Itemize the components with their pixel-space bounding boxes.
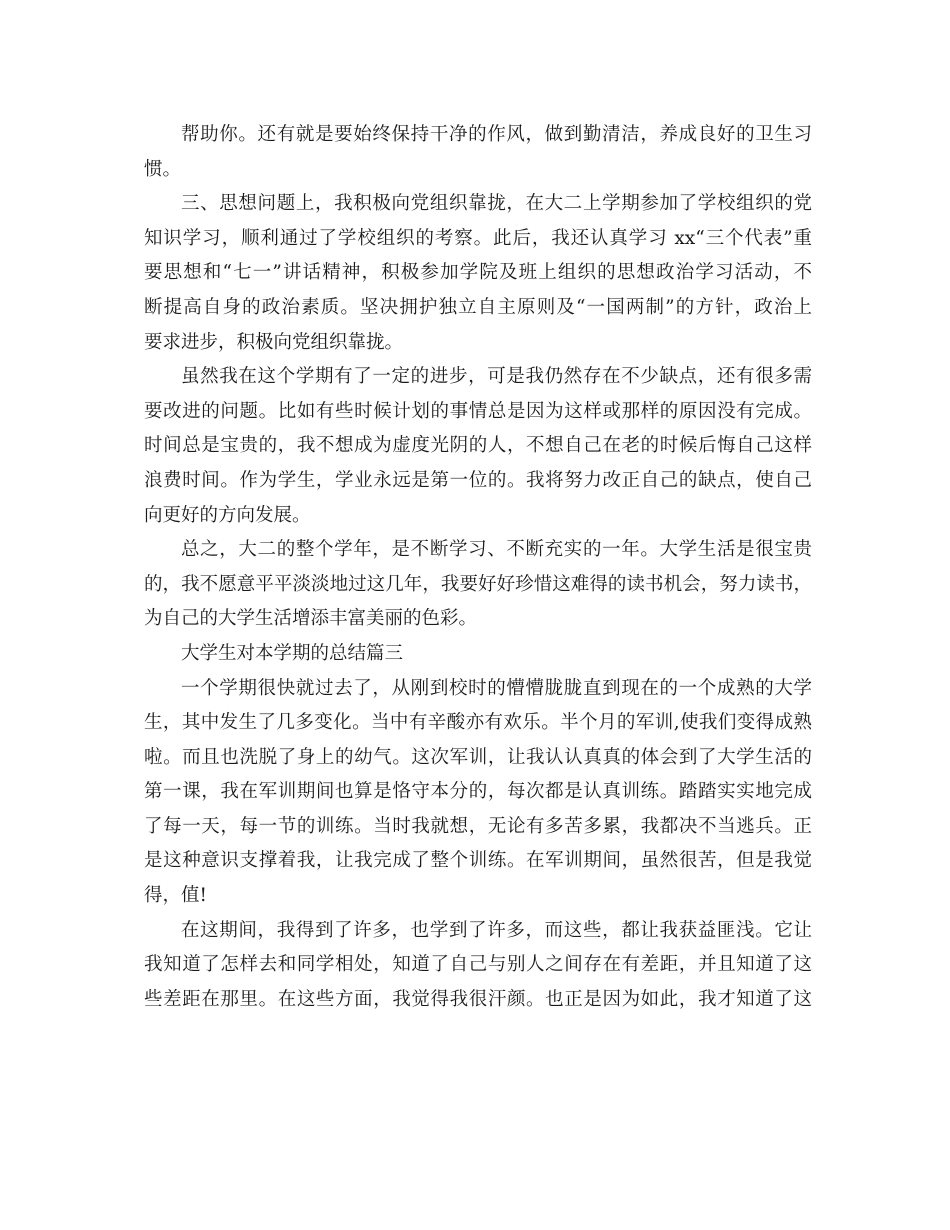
- text-line: 些差距在那里。在这些方面，我觉得我很汗颜。也正是因为如此，我才知道了这: [144, 988, 812, 1010]
- text-line: 生，其中发生了几多变化。当中有辛酸亦有欢乐。半个月的军训,使我们变得成熟: [144, 712, 812, 734]
- text-line: 是这种意识支撑着我，让我完成了整个训练。在军训期间，虽然很苦，但是我觉: [144, 850, 812, 872]
- text-line: 惯。: [144, 158, 182, 180]
- text-line: 断提高自身的政治素质。坚决拥护独立自主原则及“一国两制”的方针，政治上: [144, 296, 812, 318]
- text-line: 虽然我在这个学期有了一定的进步，可是我仍然存在不少缺点，还有很多需: [181, 366, 812, 388]
- text-line: 要思想和“七一”讲话精神，积极参加学院及班上组织的思想政治学习活动，不: [144, 262, 812, 284]
- text-line: 帮助你。还有就是要始终保持干净的作风，做到勤清洁，养成良好的卫生习: [181, 124, 812, 145]
- text-line: 了每一天，每一节的训练。当时我就想，无论有多苦多累，我都决不当逃兵。正: [144, 815, 812, 837]
- text-line: 时间总是宝贵的，我不想成为虚度光阴的人，不想自己在老的时候后悔自己这样: [144, 435, 812, 457]
- text-line: 浪费时间。作为学生，学业永远是第一位的。我将努力改正自己的缺点，使自己: [144, 469, 812, 491]
- text-line: 在这期间，我得到了许多，也学到了许多，而这些，都让我获益匪浅。它让: [181, 919, 812, 941]
- text-line: 第一课，我在军训期间也算是恪守本分的，每次都是认真训练。踏踏实实地完成: [144, 781, 812, 803]
- text-line: 的，我不愿意平平淡淡地过这几年，我要好好珍惜这难得的读书机会，努力读书，: [144, 573, 812, 595]
- text-line: 为自己的大学生活增添丰富美丽的色彩。: [144, 608, 478, 630]
- text-line: 知识学习，顺利通过了学校组织的考察。此后，我还认真学习 xx“三个代表”重: [144, 227, 812, 249]
- text-line: 要改进的问题。比如有些时候计划的事情总是因为这样或那样的原因没有完成。: [144, 400, 812, 422]
- text-line: 总之，大二的整个学年，是不断学习、不断充实的一年。大学生活是很宝贵: [181, 539, 812, 561]
- text-line: 得，值!: [144, 885, 207, 907]
- document-body: [144, 118, 812, 1017]
- text-line: 要求进步，积极向党组织靠拢。: [144, 331, 404, 353]
- text-line: 啦。而且也洗脱了身上的幼气。这次军训，让我认认真真的体会到了大学生活的: [144, 746, 812, 768]
- text-line: 向更好的方向发展。: [144, 504, 311, 526]
- text-line: 一个学期很快就过去了，从刚到校时的懵懵胧胧直到现在的一个成熟的大学: [181, 677, 812, 699]
- text-line: 我知道了怎样去和同学相处，知道了自己与别人之间存在有差距，并且知道了这: [144, 954, 812, 976]
- text-line: 三、思想问题上，我积极向党组织靠拢，在大二上学期参加了学校组织的党: [181, 193, 812, 215]
- text-line: 大学生对本学期的总结篇三: [181, 642, 404, 664]
